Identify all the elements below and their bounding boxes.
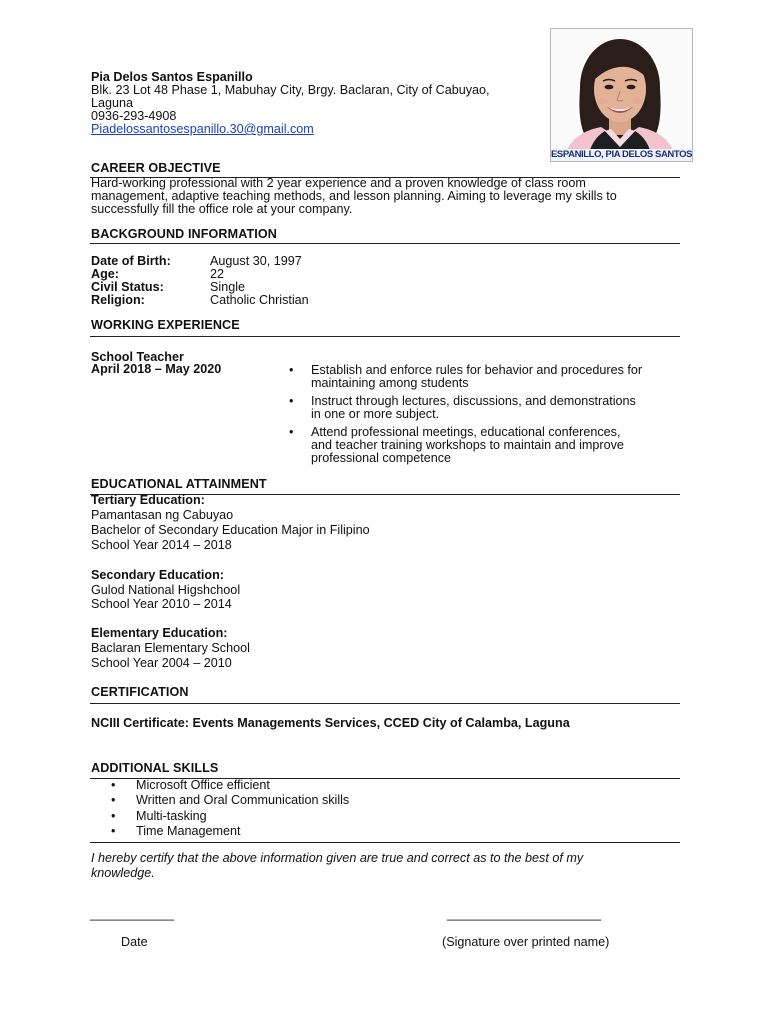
tertiary-year: School Year 2014 – 2018: [91, 538, 232, 552]
list-item: • Microsoft Office efficient: [111, 778, 531, 793]
tertiary-label: Tertiary Education:: [91, 493, 205, 507]
address-line-1: Blk. 23 Lot 48 Phase 1, Mabuhay City, Brgy. Baclaran, City of Cabuyao,: [91, 83, 490, 97]
date-label: Date: [121, 935, 148, 949]
address-line-2: Laguna: [91, 96, 134, 110]
age-value: 22: [210, 267, 225, 281]
list-item: • Time Management: [111, 824, 531, 839]
list-item: • Written and Oral Communication skills: [111, 793, 531, 808]
section-divider: [90, 842, 680, 843]
elementary-label: Elementary Education:: [91, 626, 228, 640]
career-objective-line-2: management, adaptive teaching methods, and lesson planning. Aiming to leverage my skills to: [91, 189, 617, 203]
certificate-entry: NCIII Certificate: Events Managements Services, CCED City of Calamba, Laguna: [91, 716, 570, 730]
education-heading: EDUCATIONAL ATTAINMENT: [91, 477, 267, 491]
dob-label: Date of Birth:: [91, 254, 171, 268]
religion-value: Catholic Christian: [210, 293, 309, 307]
certification-heading: CERTIFICATION: [91, 685, 189, 699]
skills-heading: ADDITIONAL SKILLS: [91, 761, 219, 775]
list-item: • Multi-tasking: [111, 809, 531, 824]
secondary-label: Secondary Education:: [91, 568, 224, 582]
age-label: Age:: [91, 267, 119, 281]
secondary-school: Gulod National Higshchool: [91, 583, 241, 597]
civil-status-value: Single: [210, 280, 246, 294]
section-divider: [90, 336, 680, 337]
dob-value: August 30, 1997: [210, 254, 302, 268]
career-objective-line-3: successfully fill the office role at your company.: [91, 202, 353, 216]
career-objective-heading: CAREER OBJECTIVE: [91, 161, 221, 175]
applicant-name: Pia Delos Santos Espanillo: [91, 70, 253, 84]
photo-caption: ESPANILLO, PIA DELOS SANTOS: [551, 149, 693, 160]
elementary-school: Baclaran Elementary School: [91, 641, 250, 655]
civil-status-label: Civil Status:: [91, 280, 164, 294]
list-item: • Instruct through lectures, discussions, and demonstrations in one or more subject.: [289, 395, 689, 421]
elementary-year: School Year 2004 – 2010: [91, 656, 232, 670]
job-position: School Teacher: [91, 350, 184, 364]
phone-number: 0936-293-4908: [91, 109, 177, 123]
date-signature-line: ____________: [90, 907, 175, 921]
religion-row: [91, 294, 309, 307]
signature-label: (Signature over printed name): [442, 935, 610, 949]
work-heading: WORKING EXPERIENCE: [91, 318, 240, 332]
section-divider: [90, 703, 680, 704]
skills-list: [111, 778, 531, 840]
list-item: • Attend professional meetings, educational conferences, and teacher training workshops to maintain and improve professional competence: [289, 426, 689, 465]
tertiary-degree: Bachelor of Secondary Education Major in Filipino: [91, 523, 370, 537]
tertiary-school: Pamantasan ng Cabuyao: [91, 508, 234, 522]
email-link[interactable]: Piadelossantosespanillo.30@gmail.com: [91, 122, 314, 136]
portrait-illustration: [551, 29, 692, 161]
background-heading: BACKGROUND INFORMATION: [91, 227, 277, 241]
certify-statement-line-2: knowledge.: [91, 866, 155, 880]
career-objective-line-1: Hard-working professional with 2 year experience and a proven knowledge of class room: [91, 176, 586, 190]
dob-row: [91, 255, 302, 268]
job-dates: April 2018 – May 2020: [91, 362, 222, 376]
secondary-year: School Year 2010 – 2014: [91, 597, 232, 611]
certify-statement-line-1: I hereby certify that the above information given are true and correct as to the best of my: [91, 851, 584, 865]
list-item: • Establish and enforce rules for behavior and procedures for maintaining among students: [289, 364, 689, 390]
job-duties-list: [289, 364, 689, 470]
section-divider: [90, 243, 680, 244]
religion-label: Religion:: [91, 293, 145, 307]
name-signature-line: ______________________: [447, 907, 602, 921]
profile-photo: [550, 28, 693, 162]
